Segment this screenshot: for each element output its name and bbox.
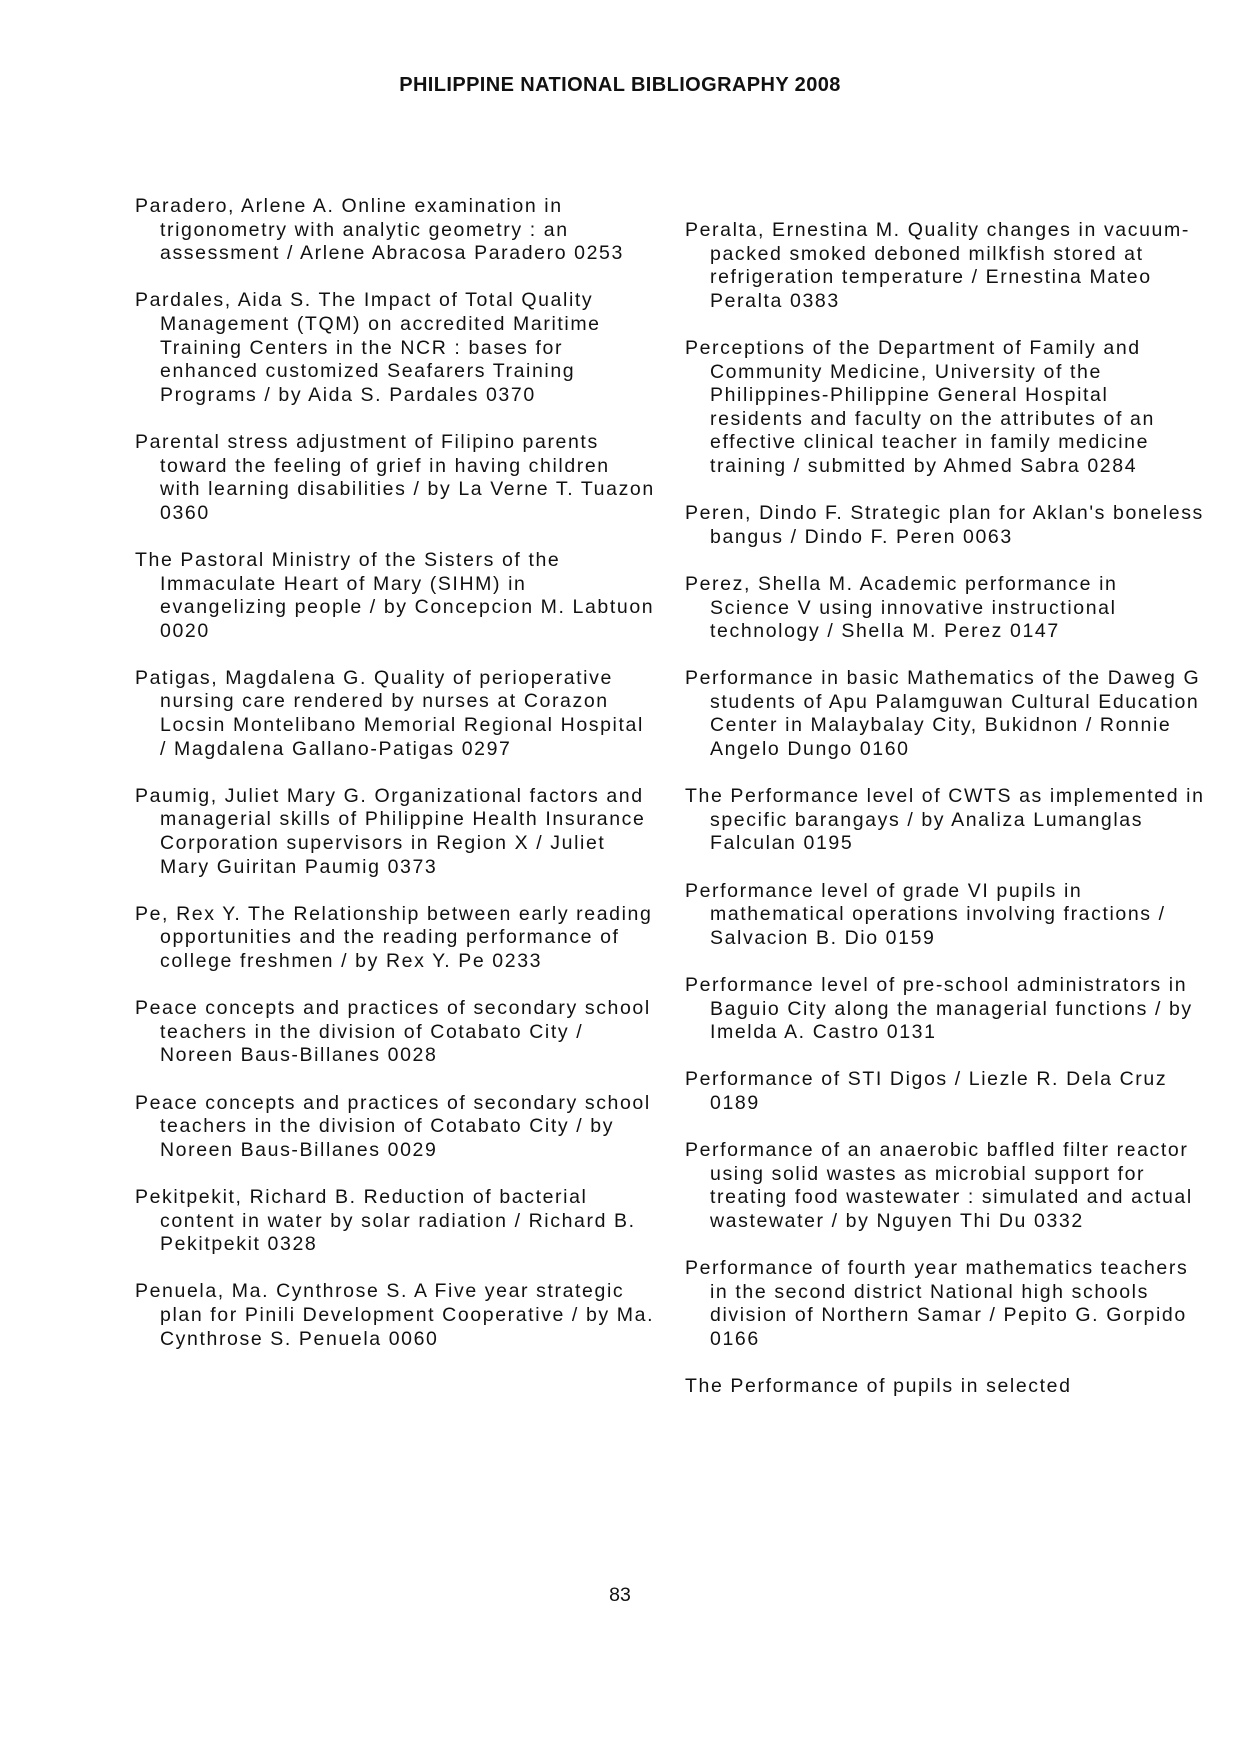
bibliography-entry: Paumig, Juliet Mary G. Organizational factors and managerial skills of Philippine Health Insurance Corporation supervisors in Region X / Juliet Mary Guiritan Paumig 0373 [135,784,646,878]
bibliography-entry: Penuela, Ma. Cynthrose S. A Five year strategic plan for Pinili Development Cooperative / by Ma. Cynthrose S. Penuela 0060 [135,1280,655,1350]
bibliography-entry: Peren, Dindo F. Strategic plan for Aklan's boneless bangus / Dindo F. Peren 0063 [685,502,1204,548]
bibliography-entry: Pekitpekit, Richard B. Reduction of bacterial content in water by solar radiation / Richard B. Pekitpekit 0328 [135,1185,636,1256]
bibliography-entry: Patigas, Magdalena G. Quality of perioperative nursing care rendered by nurses at Corazon Locsin Montelibano Memorial Regional Hospital / Magdalena Gallano-Patigas 0297 [135,666,644,760]
bibliography-entry: Perez, Shella M. Academic performance in Science V using innovative instructional technology / Shella M. Perez 0147 [685,572,1118,643]
bibliography-entry: Parental stress adjustment of Filipino parents toward the feeling of grief in having children with learning disabilities / by La Verne T. Tuazon 0360 [135,430,655,524]
bibliography-entry: The Pastoral Ministry of the Sisters of the Immaculate Heart of Mary (SIHM) in evangelizing people / by Concepcion M. Labtuon 0020 [135,548,655,642]
bibliography-entry: Paradero, Arlene A. Online examination in trigonometry with analytic geometry : an assessment / Arlene Abracosa Paradero 0253 [135,195,624,265]
bibliography-entry: The Performance level of CWTS as implemented in specific barangays / by Analiza Lumanglas Falculan 0195 [685,785,1205,855]
page-header: PHILIPPINE NATIONAL BIBLIOGRAPHY 2008 [399,74,841,96]
bibliography-entry: Peace concepts and practices of secondary school teachers in the division of Cotabato City / by Noreen Baus-Billanes 0029 [135,1091,651,1161]
left-column [135,195,655,1375]
bibliography-entry: Performance of an anaerobic baffled filter reactor using solid wastes as microbial support for treating food wastewater : simulated and actual wastewater / by Nguyen Thi Du 0332 [685,1139,1193,1232]
bibliography-entry: Performance of fourth year mathematics teachers in the second district National high schools division of Northern Samar / Pepito G. Gorpido 0166 [685,1257,1189,1350]
bibliography-entry: Peace concepts and practices of secondary school teachers in the division of Cotabato City / Noreen Baus-Billanes 0028 [135,997,651,1067]
bibliography-entry: Pardales, Aida S. The Impact of Total Quality Management (TQM) on accredited Maritime Training Centers in the NCR : bases for enhanced customized Seafarers Training Programs / by Aida S. Pardales 0370 [135,289,601,406]
bibliography-entry: Performance in basic Mathematics of the Daweg G students of Apu Palamguwan Cultural Education Center in Malaybalay City, Bukidnon / Ronnie Angelo Dungo 0160 [685,667,1201,761]
bibliography-entry: Perceptions of the Department of Family and Community Medicine, University of the Philippines-Philippine General Hospital residents and faculty on the attributes of an effective clinical teacher in family medicine training / submitted by Ahmed Sabra 0284 [685,336,1155,477]
bibliography-entry: The Performance of pupils in selected [685,1375,1072,1398]
bibliography-entry: Performance level of pre-school administrators in Baguio City along the managerial functions / by Imelda A. Castro 0131 [685,974,1193,1044]
bibliography-entry: Pe, Rex Y. The Relationship between early reading opportunities and the reading performance of college freshmen / by Rex Y. Pe 0233 [135,902,653,972]
page-number: 83 [609,1584,631,1606]
bibliography-entry: Performance of STI Digos / Liezle R. Dela Cruz 0189 [685,1068,1168,1114]
bibliography-entry: Peralta, Ernestina M. Quality changes in vacuum-packed smoked deboned milkfish stored at refrigeration temperature / Ernestina Mateo Peralta 0383 [685,219,1190,312]
bibliography-entry: Performance level of grade VI pupils in mathematical operations involving fractions / Salvacion B. Dio 0159 [685,879,1166,949]
right-column [685,219,1205,1422]
